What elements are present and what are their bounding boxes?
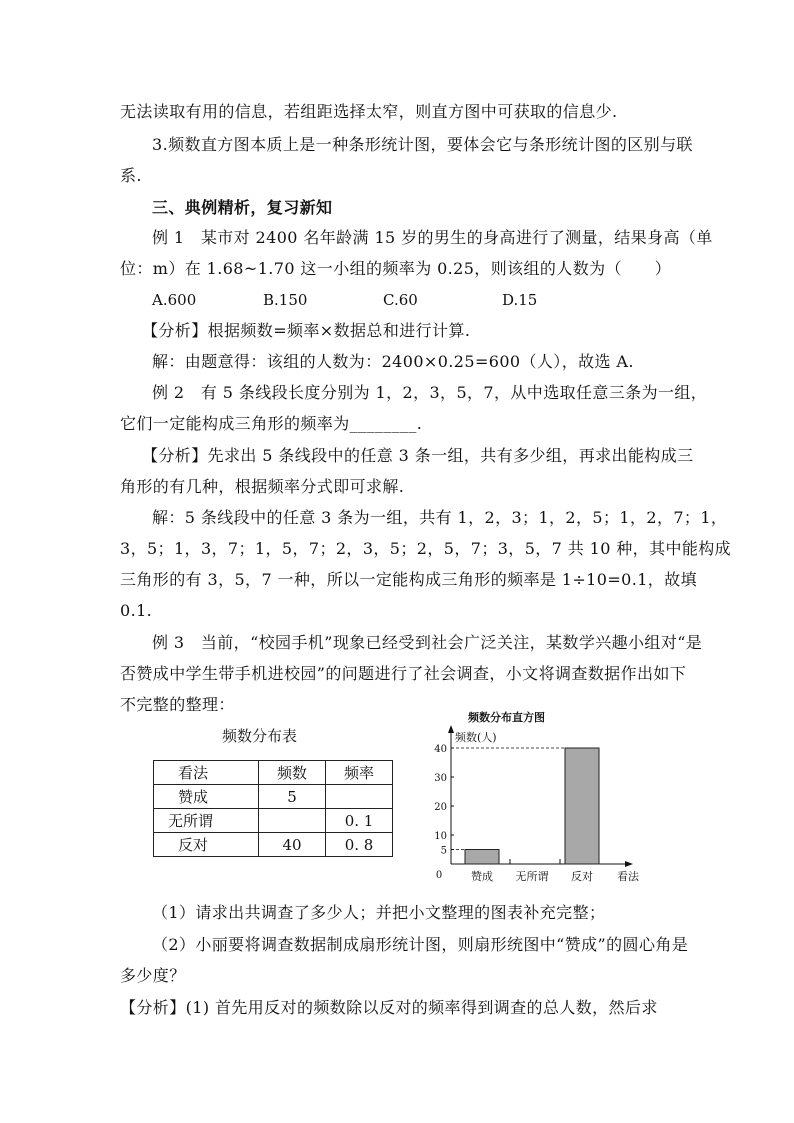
question-2-line-2: 多少度？: [120, 966, 186, 985]
option-d: D.15: [502, 291, 538, 309]
question-1: （1）请求出共调查了多少人；并把小文整理的图表补充完整；: [152, 903, 606, 922]
table-row: [154, 833, 393, 857]
table-header-row: [154, 761, 393, 785]
x-axis-arrow: [625, 861, 633, 867]
y-tick-label: 5: [440, 845, 447, 857]
x-tick-label: 反对: [571, 870, 593, 883]
example-2-solution-3: 三角形的有 3，5，7 一种，所以一定能构成三角形的频率是 1÷10=0.1，故填: [120, 570, 697, 589]
example-2-analysis-2: 角形的有几种，根据频率分式即可求解.: [120, 477, 405, 496]
option-a: A.600: [152, 291, 197, 309]
table-cell: [259, 809, 326, 833]
table-header-cell: 看法: [154, 761, 259, 785]
example-1-line-1: 例 1 某市对 2400 名年龄满 15 岁的男生的身高进行了测量，结果身高（单: [152, 228, 713, 247]
example-3-analysis: 【分析】(1) 首先用反对的频数除以反对的频率得到调查的总人数，然后求: [120, 998, 658, 1017]
table-header-cell: 频数: [259, 761, 326, 785]
table-cell: 赞成: [154, 785, 259, 809]
x-tick-label: 无所谓: [515, 870, 549, 883]
section-heading: 三、典例精析，复习新知: [152, 198, 333, 217]
para-line-3: 系.: [120, 166, 142, 185]
bar-0: [465, 850, 499, 865]
table-cell: 5: [259, 785, 326, 809]
table-cell: 0. 1: [326, 809, 393, 833]
chart-title: 频数分布直方图: [468, 711, 545, 724]
y-axis-label: 频数(人): [455, 731, 497, 744]
question-2-line-1: （2）小丽要将调查数据制成扇形统计图，则扇形统图中“赞成”的圆心角是: [152, 935, 689, 954]
example-2-solution-4: 0.1.: [120, 601, 153, 620]
example-2-line-1: 例 2 有 5 条线段长度分别为 1，2，3，5，7，从中选取任意三条为一组，: [152, 383, 708, 402]
example-1-analysis: 【分析】根据频数=频率×数据总和进行计算.: [142, 321, 471, 340]
example-1-line-2: 位：m）在 1.68~1.70 这一小组的频率为 0.25，则该组的人数为（ ）: [120, 259, 672, 278]
bar-2: [565, 748, 599, 864]
y-tick-label: 20: [434, 802, 447, 813]
table-row: [154, 809, 393, 833]
option-b: B.150: [263, 291, 308, 309]
x-tick-label: 赞成: [471, 870, 493, 883]
example-2-solution-1: 解：5 条线段中的任意 3 条为一组，共有 1，2，3；1，2，5；1，2，7；1，: [152, 508, 728, 527]
example-3-line-2: 否赞成中学生带手机进校园”的问题进行了社会调查，小文将调查数据作出如下: [120, 664, 687, 683]
example-2-line-2: 它们一定能构成三角形的频率为________.: [120, 414, 423, 433]
y-tick-label: 40: [434, 744, 447, 755]
table-cell: 0. 8: [326, 833, 393, 857]
table-cell: [326, 785, 393, 809]
frequency-histogram: [410, 705, 650, 895]
table-cell: 40: [259, 833, 326, 857]
y-tick-label: 30: [434, 773, 447, 784]
table-cell: 无所谓: [154, 809, 259, 833]
para-line-1: 无法读取有用的信息，若组距选择太窄，则直方图中可获取的信息少.: [120, 102, 618, 121]
option-c: C.60: [383, 291, 418, 309]
table-caption: 频数分布表: [222, 727, 298, 745]
example-3-line-3: 不完整的整理：: [120, 695, 235, 714]
y-tick-label: 0: [435, 870, 443, 881]
table-header-cell: 频率: [326, 761, 393, 785]
example-3-line-1: 例 3 当前，“校园手机”现象已经受到社会广泛关注，某数学兴趣小组对“是: [152, 633, 703, 652]
example-2-analysis-1: 【分析】先求出 5 条线段中的任意 3 条一组，共有多少组，再求出能构成三: [142, 446, 694, 465]
example-2-solution-2: 3，5；1，3，7；1，5，7；2，3，5；2，5，7；3，5，7 共 10 种，其中能构成: [120, 539, 732, 558]
y-axis-arrow: [448, 725, 454, 733]
para-line-2: 3.频数直方图本质上是一种条形统计图，要体会它与条形统计图的区别与联: [152, 135, 693, 154]
y-tick-label: 10: [434, 831, 447, 842]
example-1-solution: 解：由题意得：该组的人数为：2400×0.25=600（人），故选 A.: [152, 352, 634, 371]
frequency-table: [153, 760, 393, 857]
table-row: [154, 785, 393, 809]
x-axis-label: 看法: [617, 870, 639, 883]
table-cell: 反对: [154, 833, 259, 857]
